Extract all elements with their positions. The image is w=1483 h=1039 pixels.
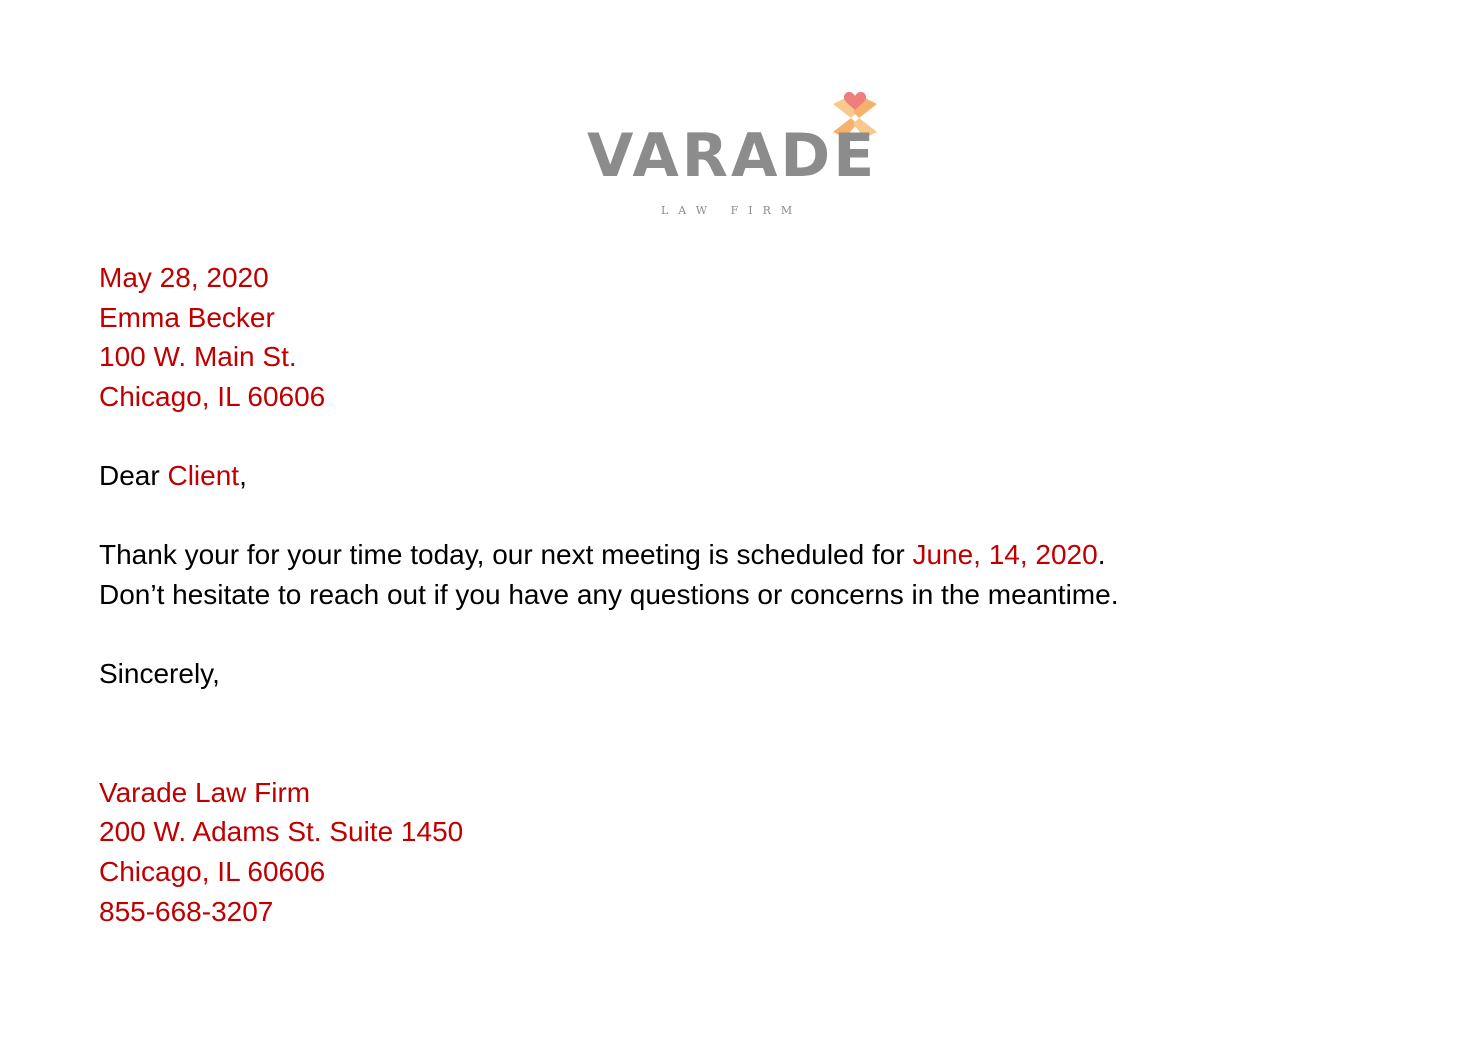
- spacer: [99, 416, 1118, 456]
- recipient-city: Chicago, IL 60606: [99, 380, 326, 412]
- spacer: [99, 694, 1118, 734]
- recipient-name: Emma Becker: [99, 301, 275, 333]
- spacer: [99, 496, 1118, 536]
- body-line-2: Don’t hesitate to reach out if you have any questions or concerns in the meantime.: [99, 578, 1119, 610]
- sender-street: 200 W. Adams St. Suite 1450: [99, 816, 464, 848]
- logo-subtitle: LAW FIRM: [661, 204, 803, 217]
- body-line-1-end: .: [1097, 539, 1106, 571]
- greeting-suffix: ,: [239, 459, 247, 491]
- meeting-date: June, 14, 2020: [912, 539, 1098, 571]
- sender-city: Chicago, IL 60606: [99, 855, 326, 887]
- firm-logo: [587, 90, 887, 222]
- spacer: [99, 614, 1118, 654]
- letter-body: [99, 258, 1118, 931]
- spacer: [99, 733, 1118, 773]
- closing: Sincerely,: [99, 657, 220, 689]
- sender-firm: Varade Law Firm: [99, 776, 311, 808]
- greeting: [99, 456, 1118, 496]
- greeting-name: Client: [167, 459, 240, 491]
- logo-wordmark: VARADE: [587, 121, 878, 191]
- body-line-1-text: Thank your for your time today, our next meeting is scheduled for: [99, 539, 913, 571]
- body-line-1: [99, 535, 1118, 575]
- recipient-street: 100 W. Main St.: [99, 341, 297, 373]
- greeting-prefix: Dear: [99, 459, 168, 491]
- letter-date: May 28, 2020: [99, 262, 269, 293]
- sender-phone: 855-668-3207: [99, 895, 274, 927]
